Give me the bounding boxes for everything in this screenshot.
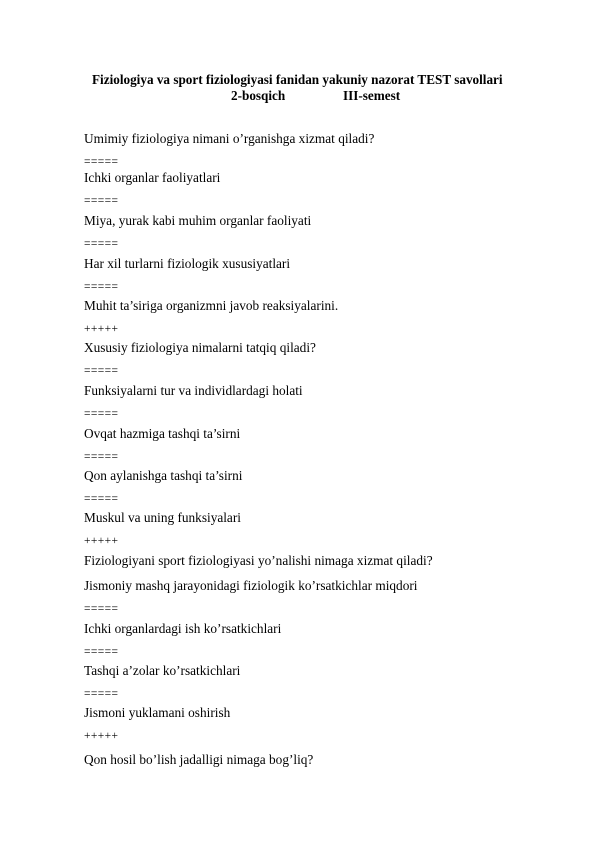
separator-line: ===== bbox=[84, 451, 119, 463]
answer-line: Ichki organlardagi ish ko’rsatkichlari bbox=[84, 621, 282, 636]
answer-line: Tashqi a’zolar ko’rsatkichlari bbox=[84, 663, 241, 678]
separator-line: ===== bbox=[84, 493, 119, 505]
separator-line: +++++ bbox=[84, 730, 119, 742]
answer-line: Jismoni yuklamani oshirish bbox=[84, 705, 231, 720]
answer-line: Funksiyalarni tur va individlardagi holati bbox=[84, 383, 303, 398]
document-title: Fiziologiya va sport fiziologiyasi fanidan yakuniy nazorat TEST savollari bbox=[92, 72, 503, 87]
answer-line: Ichki organlar faoliyatlari bbox=[84, 170, 221, 185]
separator-line: ===== bbox=[84, 281, 119, 293]
answer-line: Ovqat hazmiga tashqi ta’sirni bbox=[84, 426, 241, 441]
separator-line: ===== bbox=[84, 195, 119, 207]
separator-line: +++++ bbox=[84, 535, 119, 547]
separator-line: ===== bbox=[84, 238, 119, 250]
answer-line: Muskul va uning funksiyalari bbox=[84, 510, 241, 525]
separator-line: ===== bbox=[84, 365, 119, 377]
separator-line: ===== bbox=[84, 408, 119, 420]
answer-line: Har xil turlarni fiziologik xususiyatlari bbox=[84, 256, 291, 271]
separator-line: ===== bbox=[84, 156, 119, 168]
semester-label: III-semest bbox=[343, 88, 401, 103]
question-line: Fiziologiyani sport fiziologiyasi yo’nalishi nimaga xizmat qiladi? bbox=[84, 553, 433, 568]
answer-line: Qon aylanishga tashqi ta’sirni bbox=[84, 468, 243, 483]
question-line: Umimiy fiziologiya nimani o’rganishga xizmat qiladi? bbox=[84, 131, 375, 146]
separator-line: +++++ bbox=[84, 323, 119, 335]
answer-line: Miya, yurak kabi muhim organlar faoliyati bbox=[84, 213, 312, 228]
answer-line: Jismoniy mashq jarayonidagi fiziologik ko’rsatkichlar miqdori bbox=[84, 578, 418, 593]
question-line: Xususiy fiziologiya nimalarni tatqiq qiladi? bbox=[84, 340, 316, 355]
answer-line: Muhit ta’siriga organizmni javob reaksiyalarini. bbox=[84, 298, 339, 313]
separator-line: ===== bbox=[84, 688, 119, 700]
separator-line: ===== bbox=[84, 603, 119, 615]
separator-line: ===== bbox=[84, 646, 119, 658]
question-line: Qon hosil bo’lish jadalligi nimaga bog’liq? bbox=[84, 752, 314, 767]
stage-label: 2-bosqich bbox=[231, 88, 286, 103]
